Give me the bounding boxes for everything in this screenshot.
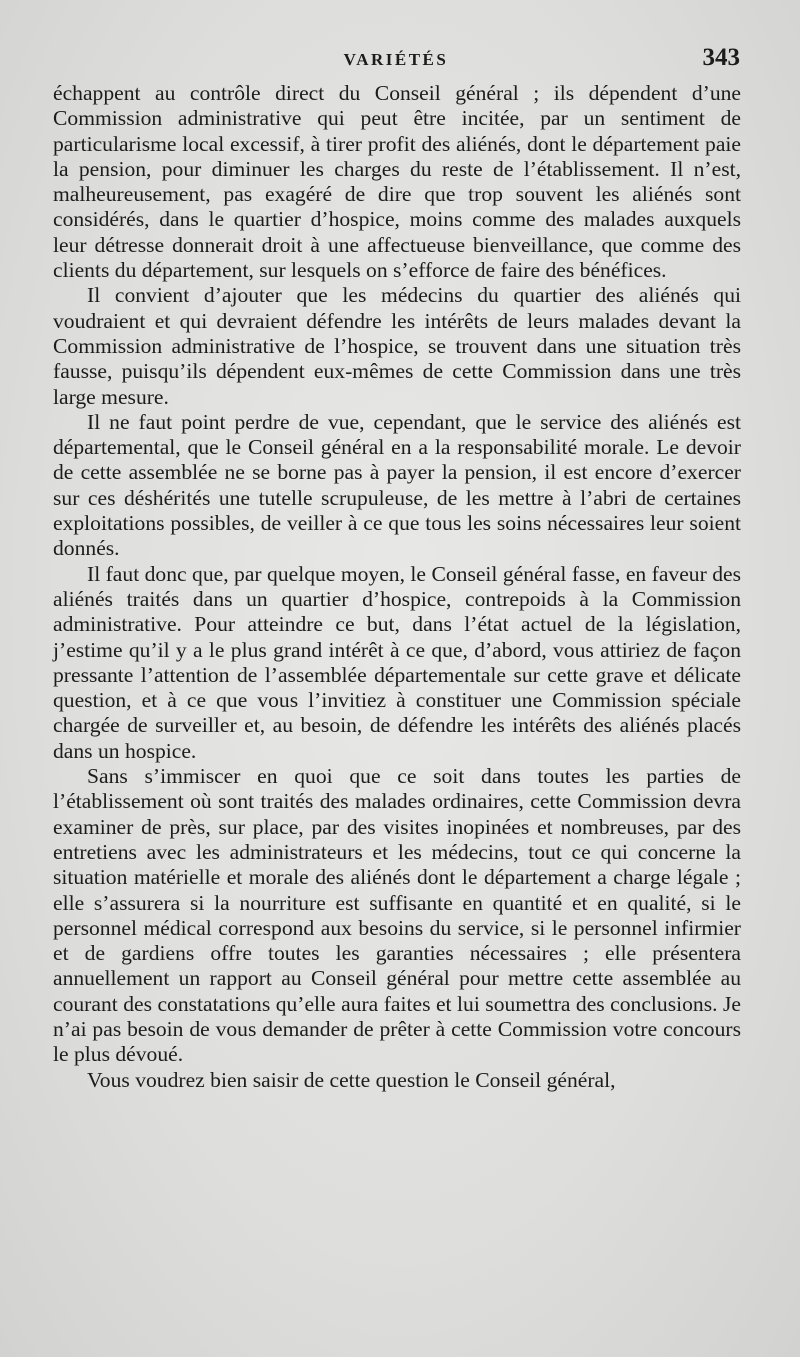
paragraph: Il faut donc que, par quelque moyen, le Conseil général fasse, en faveur des aliénés traités dans un quartier d’hospice, contrepoids à la Commission administrative. Pour atteindre ce but, dans l’état actuel de la législation, j’estime qu’il y a le plus grand intérêt à ce que, d’abord, vous attiriez de façon pressante l’attention de l’assemblée départementale sur cette grave et délicate question, et à ce que vous l’invitiez à constituer une Commission spéciale chargée de surveiller et, au besoin, de défendre les intérêts des aliénés placés dans un hospice. (53, 561, 741, 763)
paragraph: Il ne faut point perdre de vue, cependant, que le service des aliénés est départemental, que le Conseil général en a la responsabilité morale. Le devoir de cette assemblée ne se borne pas à payer la pension, il est encore d’exercer sur ces déshérités une tutelle scrupuleuse, de les mettre à l’abri de certaines exploitations possibles, de veiller à ce que tous les soins nécessaires leur soient donnés. (53, 409, 741, 561)
paragraph: Sans s’immiscer en quoi que ce soit dans toutes les parties de l’établissement où sont traités des malades ordinaires, cette Commission devra examiner de près, sur place, par des visites inopinées et nombreuses, par des entretiens avec les administrateurs et les médecins, tout ce qui concerne la situation matérielle et morale des aliénés dont le département a charge légale ; elle s’assurera si la nourriture est suffisante en quantité et en qualité, si le personnel médical correspond aux besoins du service, si le personnel infirmier et de gardiens offre toutes les garanties nécessaires ; elle présentera annuellement un rapport au Conseil général pour mettre cette assemblée au courant des constatations qu’elle aura faites et lui soumettra des conclusions. Je n’ai pas besoin de vous demander de prêter à cette Commission votre concours le plus dévoué. (53, 764, 741, 1067)
paragraph: échappent au contrôle direct du Conseil général ; ils dépendent d’une Commission administrative qui peut être incitée, par un sentiment de particularisme local excessif, à tirer profit des aliénés, dont le département paie la pension, pour diminuer les charges du reste de l’établissement. Il n’est, malheureusement, pas exagéré de dire que trop souvent les aliénés sont considérés, dans le quartier d’hospice, moins comme des malades auxquels leur détresse donnerait droit à une affectueuse bienveillance, que comme des clients du département, sur lesquels on s’efforce de faire des bénéfices. (53, 81, 741, 283)
paragraph: Vous voudrez bien saisir de cette question le Conseil général, (87, 1067, 616, 1092)
running-head: VARIÉTÉS (343, 50, 449, 69)
body-text (53, 81, 741, 1093)
page-header (52, 42, 740, 76)
paragraph: Il convient d’ajouter que les médecins du quartier des aliénés qui voudraient et qui devraient défendre les intérêts de leurs malades devant la Commission administrative de l’hospice, se trouvent dans une situation très fausse, puisqu’ils dépendent eux-mêmes de cette Commission dans une très large mesure. (53, 283, 741, 409)
page-number: 343 (702, 44, 740, 71)
